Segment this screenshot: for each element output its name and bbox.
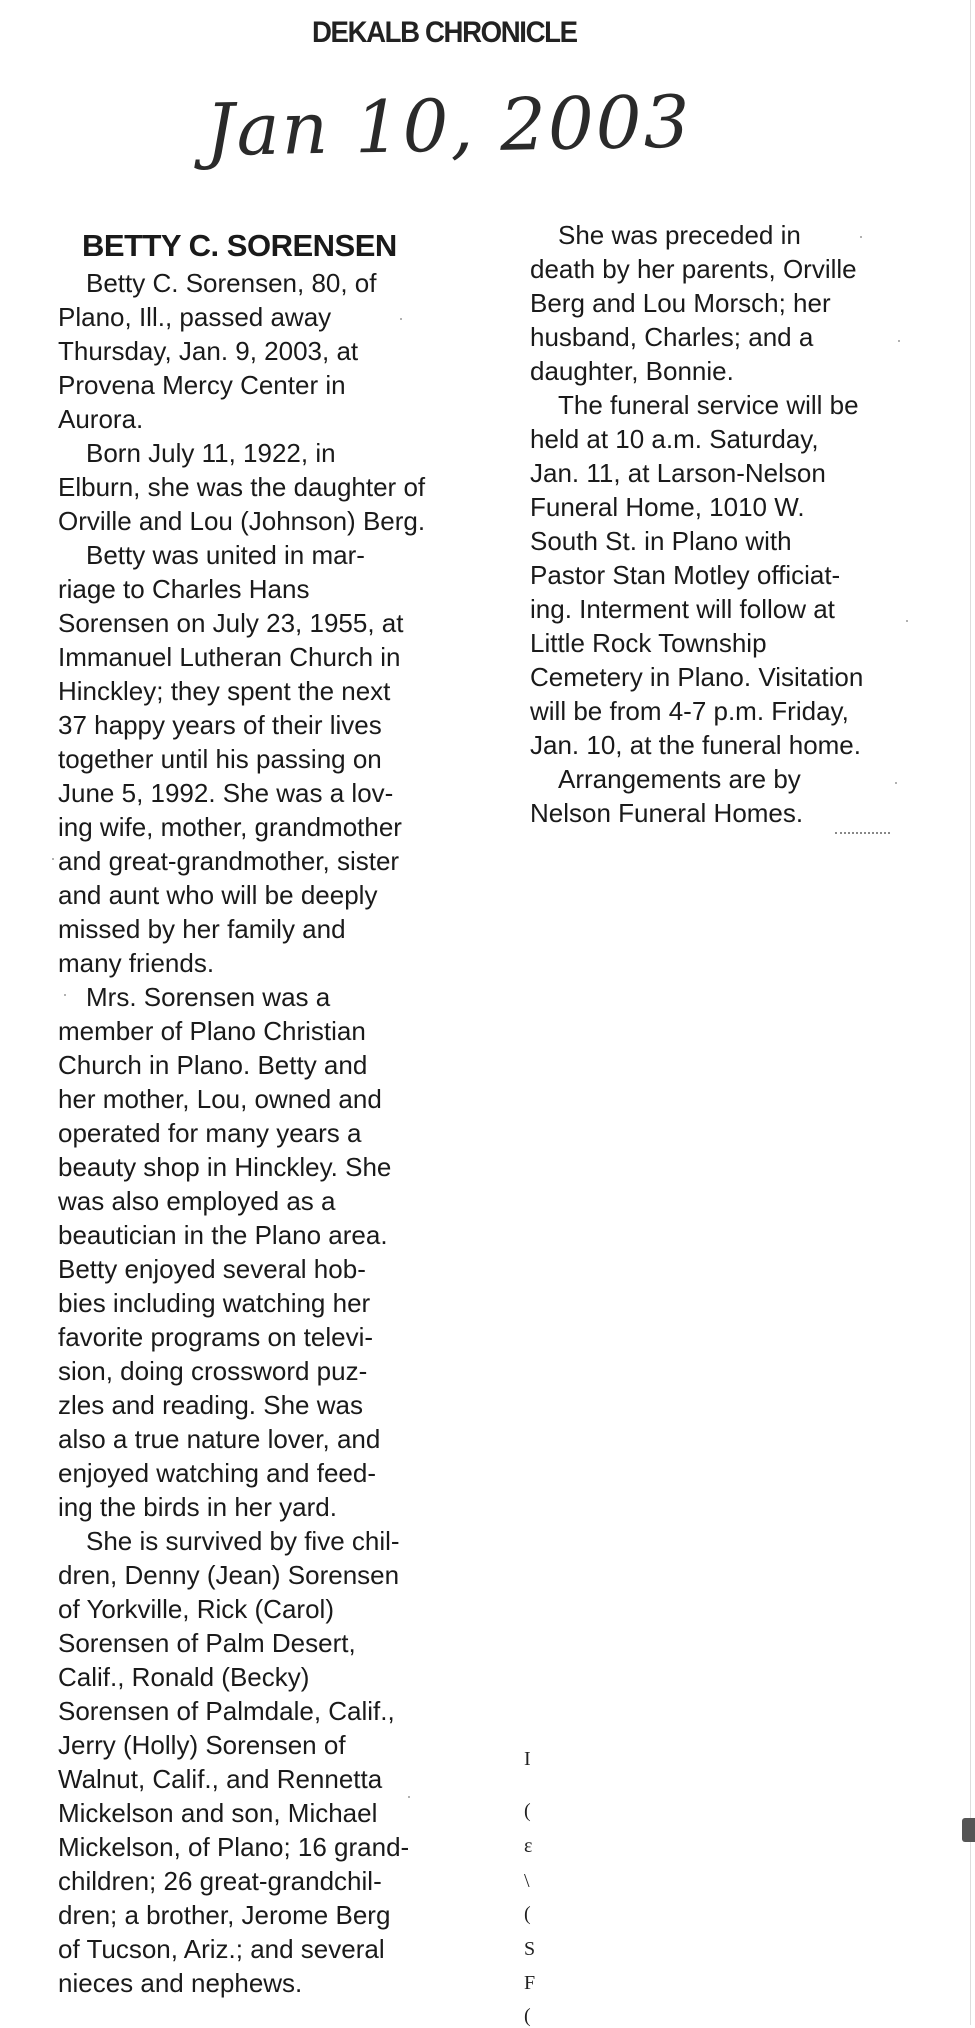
text-line: nieces and nephews.	[58, 1968, 303, 1998]
text-line: favorite programs on televi-	[58, 1322, 374, 1352]
text-line: Jan. 11, at Larson-Nelson	[530, 458, 826, 488]
print-speck	[860, 236, 862, 238]
text-line: ing the birds in her yard.	[58, 1492, 337, 1522]
column-fragment-char: I	[524, 1748, 531, 1770]
text-line: beauty shop in Hinckley. She	[58, 1152, 392, 1182]
text-line: Sorensen of Palm Desert,	[58, 1628, 356, 1658]
text-line: also a true nature lover, and	[58, 1424, 381, 1454]
obituary-headline: BETTY C. SORENSEN	[82, 228, 397, 263]
right-column-text	[530, 218, 930, 830]
print-speck	[898, 340, 900, 342]
text-line: 37 happy years of their lives	[58, 710, 382, 740]
text-line: Betty was united in mar-	[86, 540, 365, 570]
text-line: sion, doing crossword puz-	[58, 1356, 368, 1386]
text-line: Plano, Ill., passed away	[58, 302, 332, 332]
text-line: together until his passing on	[58, 744, 382, 774]
text-line: member of Plano Christian	[58, 1016, 366, 1046]
print-speck	[895, 782, 897, 784]
text-line: Funeral Home, 1010 W.	[530, 492, 805, 522]
text-line: Aurora.	[58, 404, 144, 434]
left-column-text	[58, 266, 438, 2000]
text-line: children; 26 great-grandchil-	[58, 1866, 382, 1896]
text-line: Mrs. Sorensen was a	[86, 982, 331, 1012]
text-line: and aunt who will be deeply	[58, 880, 378, 910]
text-line: will be from 4-7 p.m. Friday,	[530, 696, 849, 726]
text-line: daughter, Bonnie.	[530, 356, 734, 386]
text-line: many friends.	[58, 948, 215, 978]
text-line: Provena Mercy Center in	[58, 370, 346, 400]
text-line: husband, Charles; and a	[530, 322, 814, 352]
print-speck	[64, 994, 66, 996]
text-line: operated for many years a	[58, 1118, 362, 1148]
text-line: ing. Interment will follow at	[530, 594, 835, 624]
text-line: Hinckley; they spent the next	[58, 676, 391, 706]
column-fragment-char: \	[524, 1870, 530, 1892]
print-speck	[52, 858, 54, 860]
text-line: Mickelson and son, Michael	[58, 1798, 378, 1828]
text-line: beautician in the Plano area.	[58, 1220, 388, 1250]
print-speck	[906, 620, 908, 622]
text-line: dren, Denny (Jean) Sorensen	[58, 1560, 400, 1590]
text-line: Thursday, Jan. 9, 2003, at	[58, 336, 359, 366]
column-fragment-char: S	[524, 1938, 536, 1960]
text-line: Orville and Lou (Johnson) Berg.	[58, 506, 426, 536]
text-line: enjoyed watching and feed-	[58, 1458, 377, 1488]
text-line: riage to Charles Hans	[58, 574, 310, 604]
text-line: bies including watching her	[58, 1288, 371, 1318]
text-line: dren; a brother, Jerome Berg	[58, 1900, 391, 1930]
text-line: her mother, Lou, owned and	[58, 1084, 382, 1114]
text-line: and great-grandmother, sister	[58, 846, 400, 876]
text-line: Pastor Stan Motley officiat-	[530, 560, 841, 590]
text-line: South St. in Plano with	[530, 526, 792, 556]
text-line: Mickelson, of Plano; 16 grand-	[58, 1832, 410, 1862]
text-line: Walnut, Calif., and Rennetta	[58, 1764, 383, 1794]
page-edge-mark	[962, 1818, 975, 1842]
text-line: zles and reading. She was	[58, 1390, 363, 1420]
text-line: Nelson Funeral Homes.	[530, 798, 804, 828]
column-fragment-char: ε	[524, 1835, 533, 1857]
text-line: Church in Plano. Betty and	[58, 1050, 368, 1080]
text-line: Little Rock Township	[530, 628, 767, 658]
column-fragment-char: F	[524, 1972, 536, 1994]
print-speck	[400, 318, 402, 320]
text-line: Berg and Lou Morsch; her	[530, 288, 831, 318]
text-line: death by her parents, Orville	[530, 254, 857, 284]
text-line: Betty enjoyed several hob-	[58, 1254, 366, 1284]
text-line: held at 10 a.m. Saturday,	[530, 424, 819, 454]
obituary-left-column	[58, 226, 438, 2000]
text-line: of Tucson, Ariz.; and several	[58, 1934, 385, 1964]
text-line: Sorensen on July 23, 1955, at	[58, 608, 404, 638]
text-line: She was preceded in	[558, 220, 801, 250]
text-line: of Yorkville, Rick (Carol)	[58, 1594, 334, 1624]
text-line: Calif., Ronald (Becky)	[58, 1662, 310, 1692]
text-line: Arrangements are by	[558, 764, 801, 794]
handwritten-date: Jan 10, 2003	[205, 79, 693, 172]
text-line: Born July 11, 1922, in	[86, 438, 336, 468]
text-line: Elburn, she was the daughter of	[58, 472, 426, 502]
text-line: missed by her family and	[58, 914, 346, 944]
text-line: The funeral service will be	[558, 390, 859, 420]
newspaper-masthead: DEKALB CHRONICLE	[312, 16, 577, 49]
text-line: Jerry (Holly) Sorensen of	[58, 1730, 346, 1760]
text-line: was also employed as a	[58, 1186, 336, 1216]
text-line: She is survived by five chil-	[86, 1526, 400, 1556]
text-line: Cemetery in Plano. Visitation	[530, 662, 864, 692]
column-fragment-char: (	[524, 2005, 531, 2027]
text-line: Betty C. Sorensen, 80, of	[86, 268, 377, 298]
text-line: Immanuel Lutheran Church in	[58, 642, 401, 672]
text-line: Sorensen of Palmdale, Calif.,	[58, 1696, 395, 1726]
text-line: June 5, 1992. She was a lov-	[58, 778, 394, 808]
column-fragment-char: (	[524, 1800, 531, 1822]
print-speck	[408, 1796, 410, 1798]
end-dotted-rule	[835, 832, 890, 834]
column-fragment-char: (	[524, 1903, 531, 1925]
obituary-right-column	[530, 218, 930, 830]
page-edge-line	[970, 0, 971, 2025]
text-line: ing wife, mother, grandmother	[58, 812, 402, 842]
text-line: Jan. 10, at the funeral home.	[530, 730, 861, 760]
